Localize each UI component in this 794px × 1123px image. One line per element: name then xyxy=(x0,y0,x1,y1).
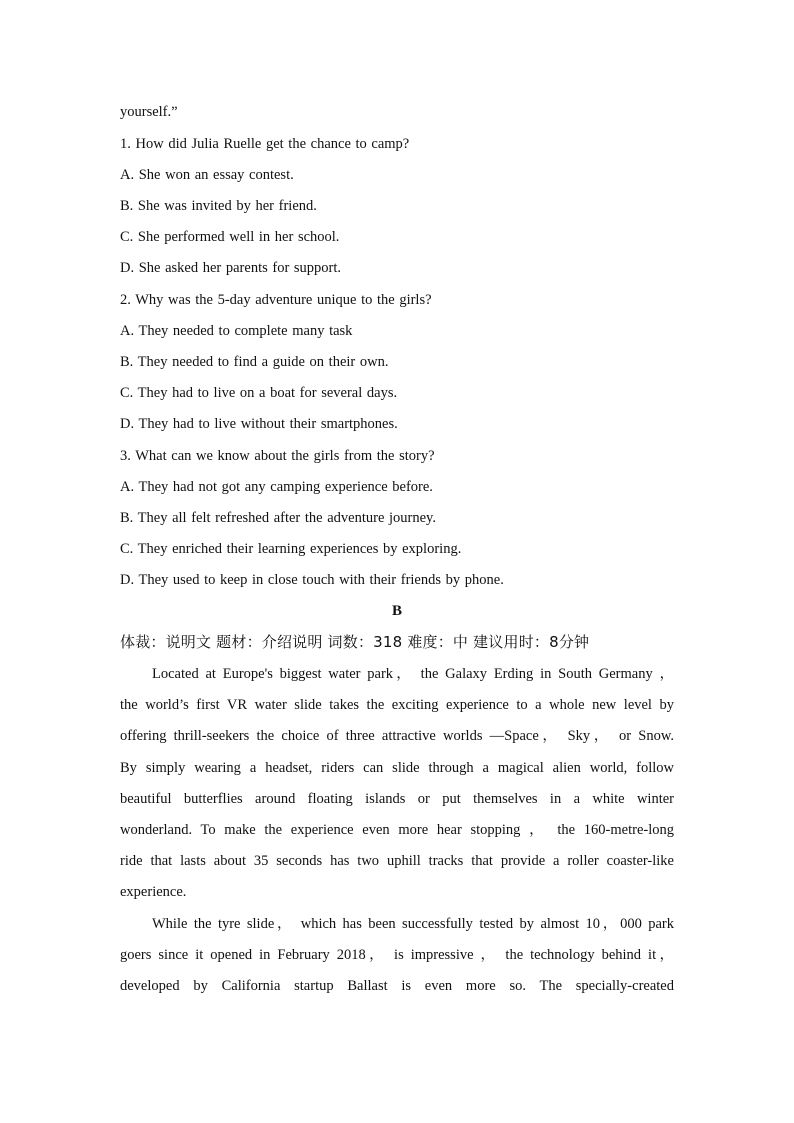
paragraph-1-line: Located at Europe's biggest water park， the Galaxy Erding in South Germany ， xyxy=(152,666,674,682)
question-2-option-b: B. They needed to find a guide on their own. xyxy=(120,354,389,370)
paragraph-1-line: beautiful butterflies around floating islands or put themselves in a white winter xyxy=(120,790,674,807)
question-1-option-a: A. She won an essay contest. xyxy=(120,167,294,183)
section-b-heading: B xyxy=(391,603,402,619)
paragraph-1-line: By simply wearing a headset, riders can slide through a magical alien world, follow xyxy=(120,759,674,776)
question-2-option-c: C. They had to live on a boat for several days. xyxy=(120,385,398,401)
section-b-meta: 体裁：说明文 题材：介绍说明 词数：318 难度：中 建议用时：8分钟 xyxy=(120,633,590,651)
question-1-stem: 1. How did Julia Ruelle get the chance to camp? xyxy=(120,136,410,152)
question-1-option-c: C. She performed well in her school. xyxy=(120,229,340,245)
question-1-option-d: D. She asked her parents for support. xyxy=(120,260,342,276)
paragraph-1-line: wonderland. To make the experience even more hear stopping ， the 160-metre-long xyxy=(120,821,674,838)
question-3-stem: 3. What can we know about the girls from the story? xyxy=(120,448,435,464)
passage-fragment: yourself.” xyxy=(120,104,178,120)
paragraph-2-line: While the tyre slide， which has been successfully tested by almost 10，000 park xyxy=(152,916,674,932)
question-3-option-b: B. They all felt refreshed after the adventure journey. xyxy=(120,510,436,526)
question-2-option-a: A. They needed to complete many task xyxy=(120,323,353,339)
question-1-option-b: B. She was invited by her friend. xyxy=(120,198,317,214)
paragraph-2-line: developed by California startup Ballast is even more so. The specially-created xyxy=(120,978,674,995)
paragraph-2-line: goers since it opened in February 2018， is impressive ， the technology behind it， xyxy=(120,947,674,964)
question-2-option-d: D. They had to live without their smartphones. xyxy=(120,416,398,432)
paragraph-1-line: offering thrill-seekers the choice of three attractive worlds —Space， Sky， or Snow. xyxy=(120,728,674,745)
question-3-option-a: A. They had not got any camping experience before. xyxy=(120,479,433,495)
passage-paragraph-2 xyxy=(120,914,674,1008)
paragraph-1-line: the world’s first VR water slide takes the exciting experience to a whole new level by xyxy=(120,697,674,714)
paragraph-1-line: experience. xyxy=(120,884,187,901)
question-2-stem: 2. Why was the 5-day adventure unique to the girls? xyxy=(120,292,432,308)
passage-paragraph-1 xyxy=(120,664,674,914)
question-3-option-c: C. They enriched their learning experiences by exploring. xyxy=(120,541,462,557)
paragraph-1-line: ride that lasts about 35 seconds has two uphill tracks that provide a roller coaster-like xyxy=(120,853,674,870)
question-3-option-d: D. They used to keep in close touch with their friends by phone. xyxy=(120,572,504,588)
